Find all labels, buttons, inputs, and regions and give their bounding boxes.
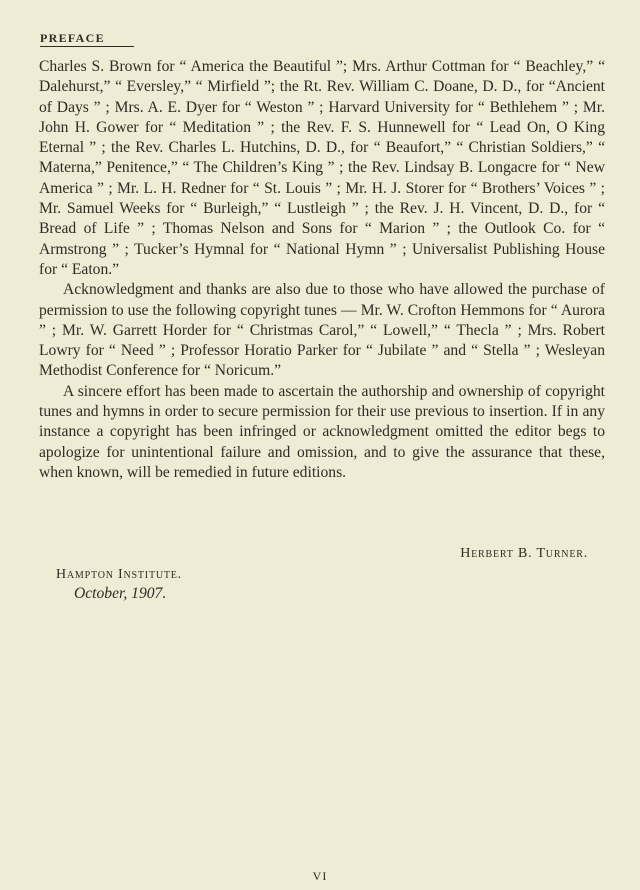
signature-place: Hampton Institute.	[56, 567, 182, 582]
preface-body	[39, 57, 605, 483]
paragraph-copyright-notice: A sincere effort has been made to ascertain the authorship and ownership of copyright tunes and hymns in order to secure permission for their use previous to insertion. If in any instance a copyright has been infringed or acknowledgment omitted the editor begs to apologize for unintentional failure and omission, and to give the assurance that these, when known, will be remedied in future editions.	[39, 382, 605, 481]
signature-date: October, 1907.	[74, 585, 167, 602]
author-signature: Herbert B. Turner.	[460, 546, 588, 561]
page-number: VI	[312, 869, 328, 883]
paragraph-credits: Charles S. Brown for “ America the Beautiful ”; Mrs. Arthur Cottman for “ Beachley,” “ Dalehurst,” “ Eversley,” “ Mirfield ”; the Rt. Rev. William C. Doane, D. D., for “Ancient of Days ” ; Mrs. A. E. Dyer for “ Weston ” ; Harvard University for “ Bethlehem ” ; Mr. John H. Gower for “ Meditation ” ; the Rev. F. S. Hunnewell for “ Lead On, O King Eternal ” ; the Rev. Charles L. Hutchins, D. D., for “ Beaufort,” “ Christian Soldiers,” “ Materna,” Penitence,” “ The Children’s King ” ; the Rev. Lindsay B. Longacre for “ New America ” ; Mr. L. H. Redner for “ St. Louis ” ; Mr. H. J. Storer for “ Brothers’ Voices ” ; Mr. Samuel Weeks for “ Burleigh,” “ Lustleigh ” ; the Rev. J. H. Vincent, D. D., for “ Bread of Life ” ; Thomas Nelson and Sons for “ Marion ” ; the Outlook Co. for “ Armstrong ” ; Tucker’s Hymnal for “ National Hymn ” ; Universalist Publishing House for “ Eaton.”	[39, 58, 605, 278]
paragraph-acknowledgment: Acknowledgment and thanks are also due to those who have allowed the purchase of permission to use the following copyright tunes — Mr. W. Crofton Hemmons for “ Aurora ” ; Mr. W. Garrett Horder for “ Christmas Carol,” “ Lowell,” “ Thecla ” ; Mrs. Robert Lowry for “ Need ” ; Professor Horatio Parker for “ Jubilate ” and “ Stella ” ; Wesleyan Methodist Conference for “ Noricum.”	[39, 281, 605, 380]
running-head: PREFACE	[40, 31, 134, 47]
